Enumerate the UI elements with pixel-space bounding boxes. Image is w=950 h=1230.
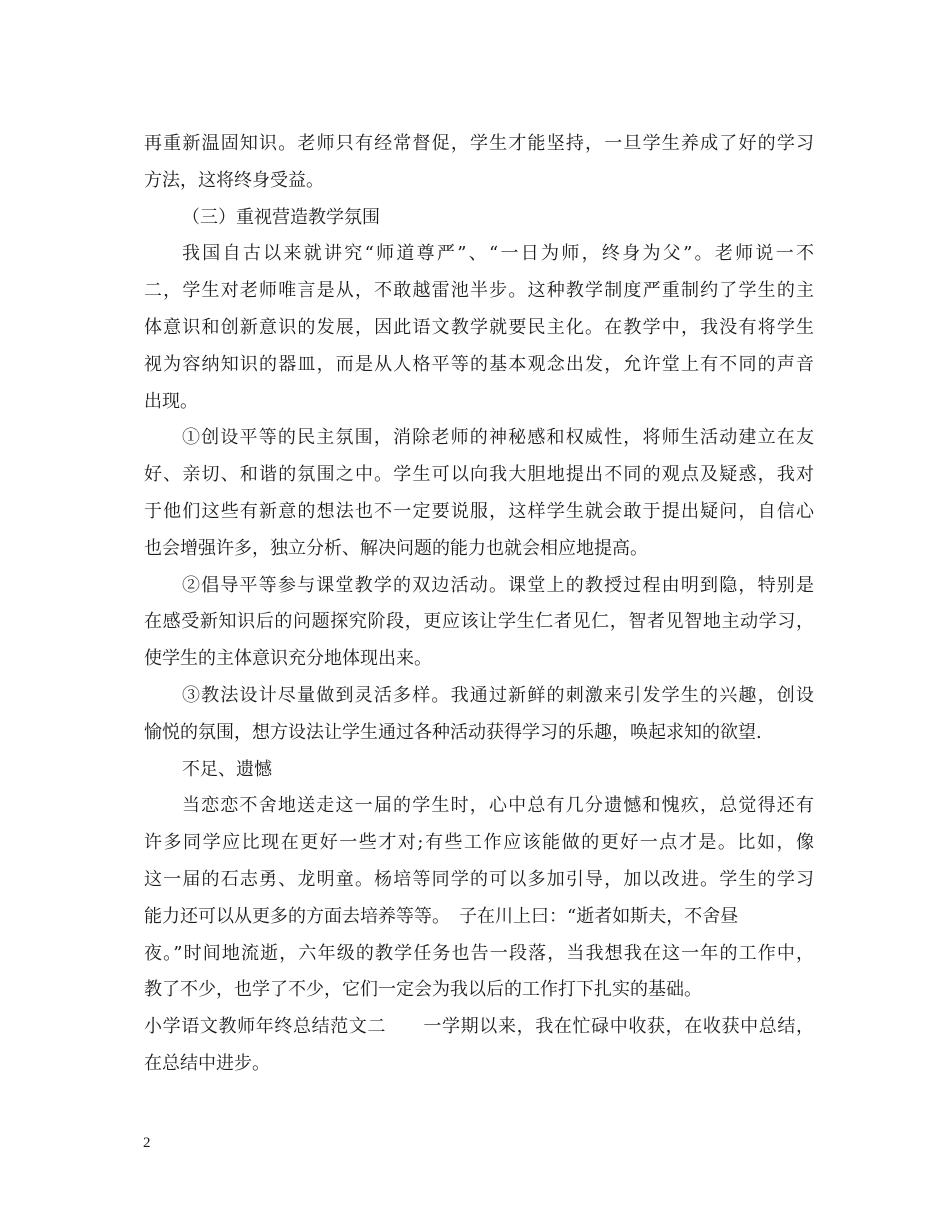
text-line: 也会增强许多，独立分析、解决问题的能力也就会相应地提高。 xyxy=(144,537,648,559)
text-line: 愉悦的氛围，想方设法让学生通过各种活动获得学习的乐趣，唤起求知的欲望. xyxy=(144,721,762,743)
text-line: 再重新温固知识。老师只有经常督促，学生才能坚持，一旦学生养成了好的学习 xyxy=(144,133,814,154)
text-line: 教了不少，也学了不少，它们一定会为我以后的工作打下扎实的基础。 xyxy=(144,979,702,1001)
text-line: （三）重视营造教学氛围 xyxy=(182,206,380,228)
text-line: 方法，这将终身受益。 xyxy=(144,169,324,191)
text-line: 这一届的石志勇、龙明童。杨培等同学的可以多加引导，加以改进。学生的学习 xyxy=(144,868,814,890)
text-line: ③教法设计尽量做到灵活多样。我通过新鲜的刺激来引发学生的兴趣，创设 xyxy=(182,684,814,706)
text-line: 体意识和创新意识的发展，因此语文教学就要民主化。在教学中，我没有将学生 xyxy=(144,316,814,338)
text-line: 能力还可以从更多的方面去培养等等。 子在川上曰：“逝者如斯夫，不舍昼 xyxy=(144,905,739,927)
text-line: 视为容纳知识的器皿，而是从人格平等的基本观念出发，允许堂上有不同的声音 xyxy=(144,353,814,375)
text-line: 二，学生对老师唯言是从，不敢越雷池半步。这种教学制度严重制约了学生的主 xyxy=(144,280,814,302)
text-line: 好、亲切、和谐的氛围之中。学生可以向我大胆地提出不同的观点及疑惑，我对 xyxy=(144,464,814,486)
text-line: 于他们这些有新意的想法也不一定要说服，这样学生就会敢于提出疑问，自信心 xyxy=(144,500,814,522)
text-line: 小学语文教师年终总结范文二 一学期以来，我在忙碌中收获，在收获中总结， xyxy=(144,1016,814,1038)
body-text xyxy=(144,126,814,1083)
text-line: 我国自古以来就讲究“师道尊严”、“一日为师，终身为父”。老师说一不 xyxy=(182,243,814,265)
text-line: 使学生的主体意识充分地体现出来。 xyxy=(144,648,432,670)
text-line: 许多同学应比现在更好一些才对;有些工作应该能做的更好一点才是。比如，像 xyxy=(144,832,814,854)
text-line: 不足、遗憾 xyxy=(182,758,272,780)
text-line: ①创设平等的民主氛围，消除老师的神秘感和权威性，将师生活动建立在友 xyxy=(182,427,814,449)
text-line: 当恋恋不舍地送走这一届的学生时，心中总有几分遗憾和愧疚，总觉得还有 xyxy=(182,795,814,817)
text-line: 夜。”时间地流逝，六年级的教学任务也告一段落，当我想我在这一年的工作中， xyxy=(144,942,814,964)
text-line: ②倡导平等参与课堂教学的双边活动。课堂上的教授过程由明到隐，特别是 xyxy=(182,574,814,596)
text-line: 在总结中进步。 xyxy=(144,1052,270,1074)
text-line: 出现。 xyxy=(144,390,198,412)
text-line: 在感受新知识后的问题探究阶段，更应该让学生仁者见仁，智者见智地主动学习， xyxy=(144,611,814,633)
page-number: 2 xyxy=(143,1135,151,1151)
